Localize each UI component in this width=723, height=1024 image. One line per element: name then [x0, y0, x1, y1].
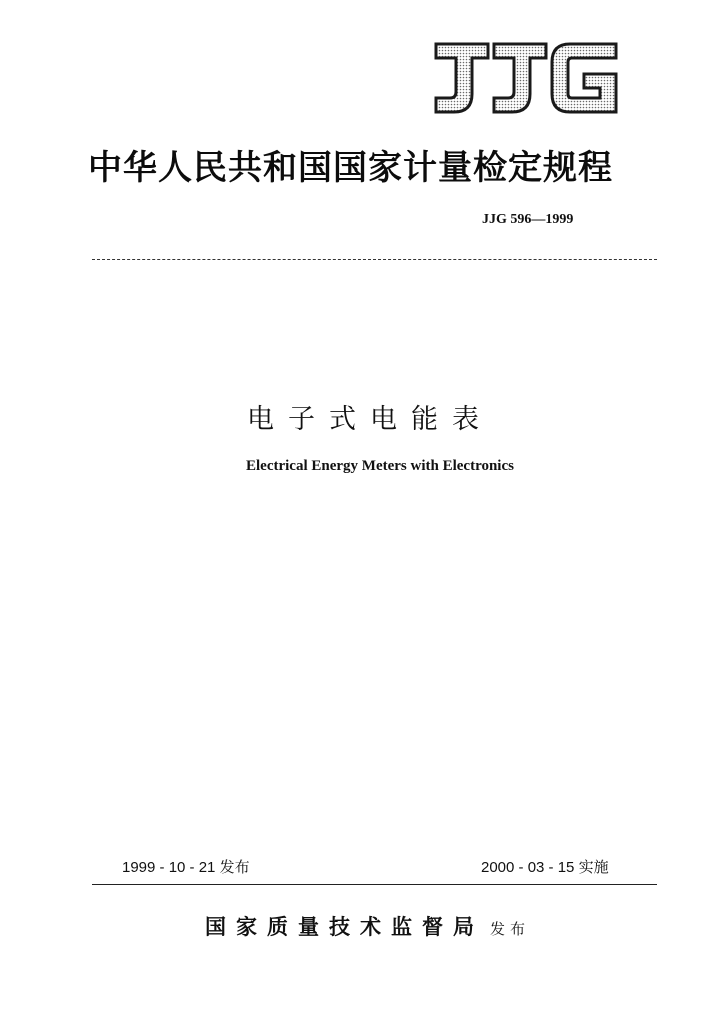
- header-divider: [92, 259, 657, 260]
- issuer: [205, 911, 530, 941]
- page-title: 中华人民共和国国家计量检定规程: [88, 148, 613, 188]
- issuer-name: 国家质量技术监督局: [205, 914, 484, 939]
- document-subtitle: Electrical Energy Meters with Electronics: [246, 458, 514, 474]
- issue-date: 1999 - 10 - 21 发布: [122, 859, 250, 876]
- document-code: JJG 596—1999: [482, 212, 574, 227]
- document-title: 电子式电能表: [247, 404, 493, 435]
- issuer-action: 发布: [490, 920, 531, 938]
- effective-date: 2000 - 03 - 15 实施: [481, 859, 609, 876]
- footer-divider: [92, 884, 657, 885]
- jjg-logo-icon: [432, 40, 620, 116]
